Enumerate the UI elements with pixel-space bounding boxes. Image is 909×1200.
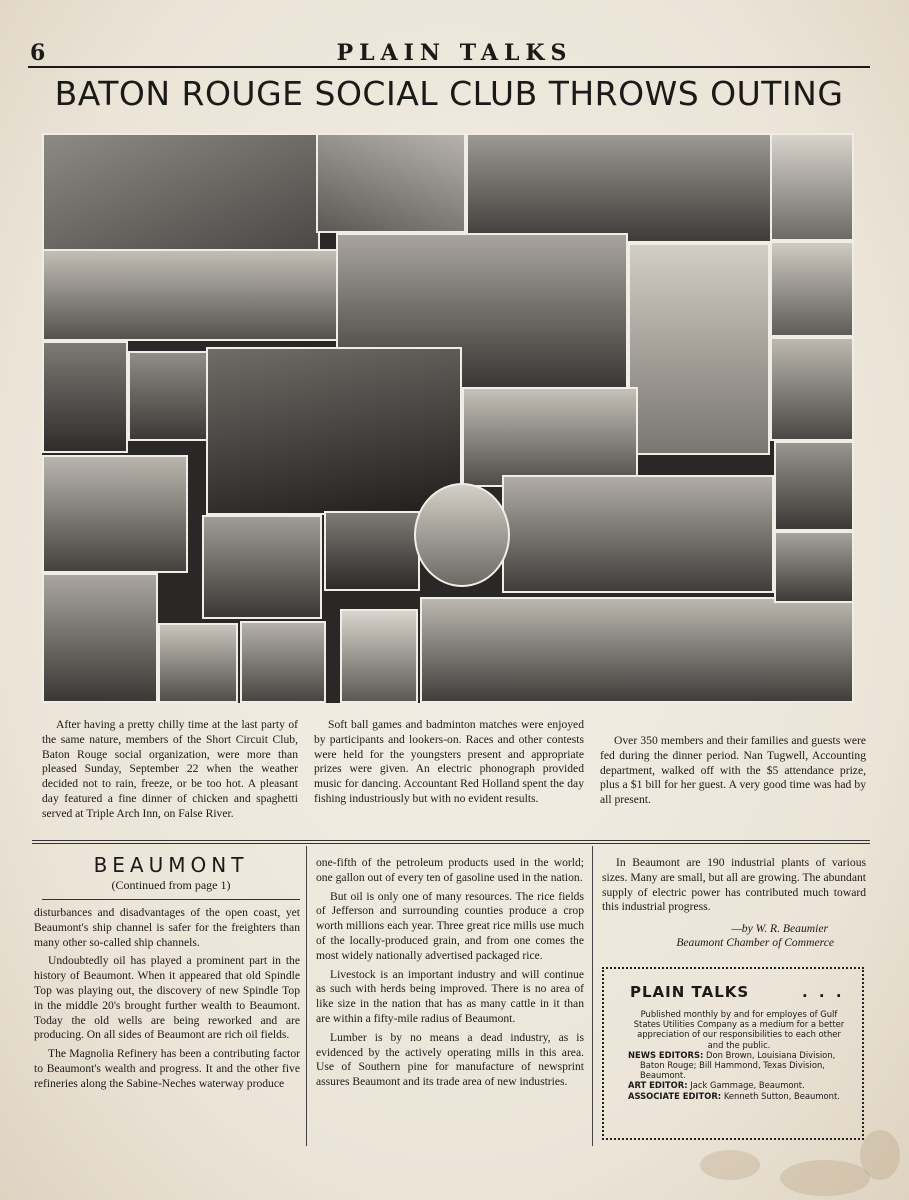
- beaumont-paragraph: Undoubtedly oil has played a prominent part in the history of Beaumont. When it appeared that old Spindle Top was playing out, the discovery of new Spindle Top in the middle 20's brought further wealth to Beaumont. Today the old wells are being reworked and are producing. On all sides of Beaumont are rich oil fields.: [34, 954, 300, 1042]
- collage-photo: [462, 387, 638, 487]
- article-column-3: [600, 734, 866, 808]
- masthead-box-dots: . . .: [802, 983, 845, 1001]
- beaumont-column-2: [316, 856, 584, 1090]
- collage-photo: [770, 133, 854, 241]
- article-column-1: [42, 718, 298, 822]
- collage-photo: [42, 455, 188, 573]
- collage-photo: [206, 347, 462, 515]
- news-editors-value: Don Brown, Louisiana Division, Baton Rouge; Bill Hammond, Texas Division, Beaumont.: [640, 1049, 836, 1081]
- news-editors: [628, 1050, 850, 1081]
- beaumont-paragraph: Livestock is an important industry and will continue as such with herds being improved. There is no area of like size in the nation that has as many cattle in it than are within a fifty-mile radius of Beaumont.: [316, 967, 584, 1025]
- art-editor-value: Jack Gammage, Beaumont.: [690, 1080, 805, 1091]
- column-rule: [592, 846, 593, 1146]
- masthead-box-text: [628, 1009, 850, 1101]
- beaumont-column-3: [602, 856, 866, 915]
- collage-photo: [42, 573, 158, 703]
- paper-stain: [780, 1160, 870, 1196]
- article-column-2: [314, 718, 584, 807]
- beaumont-paragraph: But oil is only one of many resources. The rice fields of Jefferson and surrounding counties produce a crop worth millions each year. Three great rice mills use much of the locally-produced grain, and from one comes the most widely nationally advertised packaged rice.: [316, 889, 584, 962]
- column-rule: [306, 846, 307, 1146]
- signature: [608, 922, 868, 950]
- beaumont-paragraph: The Magnolia Refinery has been a contributing factor to Beaumont's wealth and progress. It and the other five refineries along the Sabine-Neches waterway produce: [34, 1047, 300, 1090]
- collage-photo: [324, 511, 420, 591]
- collage-photo: [774, 441, 854, 531]
- headline: BATON ROUGE SOCIAL CLUB THROWS OUTING: [54, 74, 844, 113]
- masthead-intro: Published monthly by and for employes of Gulf States Utilities Company as a medium for a better appreciation of our responsibilities to each other and the public.: [633, 1009, 845, 1050]
- collage-photo: [128, 351, 218, 441]
- beaumont-paragraph: disturbances and disadvantages of the open coast, yet Beaumont's ship channel is safer for the freighters than many other so-called ship channels.: [34, 906, 300, 949]
- collage-photo: [774, 531, 854, 603]
- associate-editor-value: Kenneth Sutton, Beaumont.: [723, 1090, 840, 1101]
- associate-editor-label: ASSOCIATE EDITOR:: [628, 1090, 722, 1101]
- collage-photo: [770, 241, 854, 337]
- masthead-box-title: PLAIN TALKS: [630, 983, 750, 1001]
- article-paragraph: Over 350 members and their families and guests were fed during the dinner period. Nan Tugwell, Accounting department, walked off with the $5 attendance prize, plus a $1 bill for her guest. A very good time was had by all present.: [600, 734, 866, 807]
- collage-photo: [42, 249, 338, 341]
- collage-photo: [770, 337, 854, 441]
- news-editors-label: NEWS EDITORS:: [628, 1049, 704, 1060]
- article-paragraph: After having a pretty chilly time at the last party of the same nature, members of the Short Circuit Club, Baton Rouge social organization, were more than pleased Sunday, September 22 when the weather decided not to rain, freeze, or be too hot. A pleasant day featured a fine dinner of chicken and spaghetti served at Triple Arch Inn, on False River.: [42, 718, 298, 820]
- beaumont-paragraph: In Beaumont are 190 industrial plants of various sizes. Many are small, but all are growing. The abundant supply of electric power has contributed much toward this industrial progress.: [602, 856, 866, 914]
- collage-photo: [316, 133, 466, 233]
- beaumont-column-1: [34, 906, 300, 1092]
- collage-photo: [42, 133, 320, 251]
- paper-stain: [700, 1150, 760, 1180]
- section-divider: [32, 840, 870, 841]
- beaumont-paragraph: one-fifth of the petroleum products used in the world; one gallon out of every ten of gasoline used in the nation.: [316, 856, 584, 884]
- masthead-rule: [28, 66, 870, 68]
- paper-stain: [860, 1130, 900, 1180]
- collage-photo: [628, 243, 770, 455]
- photo-collage: [42, 133, 854, 703]
- beaumont-subtitle: (Continued from page 1): [111, 878, 231, 892]
- collage-photo: [202, 515, 322, 619]
- collage-photo: [414, 483, 510, 587]
- beaumont-title: BEAUMONT: [93, 853, 249, 877]
- article-paragraph: Soft ball games and badminton matches were enjoyed by participants and lookers-on. Races and other contests were held for the youngsters present and appropriate prizes were given. An electric phonograph provided music for dancing. Accountant Red Holland spent the day fishing industriously but with no evident results.: [314, 718, 584, 805]
- beaumont-paragraph: Lumber is by no means a dead industry, as is evidenced by the actively operating mills in this area. Use of Southern pine for manufacture of newsprint assures Beaumont and its trade area of new industries.: [316, 1030, 584, 1089]
- signature-org: Beaumont Chamber of Commerce: [676, 936, 834, 949]
- collage-photo: [340, 609, 418, 703]
- collage-photo: [240, 621, 326, 703]
- beaumont-underline: [42, 899, 300, 900]
- collage-photo: [42, 341, 128, 453]
- masthead-box: [602, 967, 864, 1140]
- collage-photo: [158, 623, 238, 703]
- art-editor-label: ART EDITOR:: [628, 1080, 688, 1091]
- signature-name: —by W. R. Beaumier: [731, 922, 828, 935]
- collage-photo: [502, 475, 774, 593]
- page-number: 6: [30, 40, 46, 66]
- masthead-title: PLAIN TALKS: [336, 40, 573, 66]
- section-divider: [32, 843, 870, 844]
- associate-editor: [628, 1091, 850, 1101]
- art-editor: [628, 1080, 850, 1090]
- collage-photo: [420, 597, 854, 703]
- collage-photo: [466, 133, 772, 243]
